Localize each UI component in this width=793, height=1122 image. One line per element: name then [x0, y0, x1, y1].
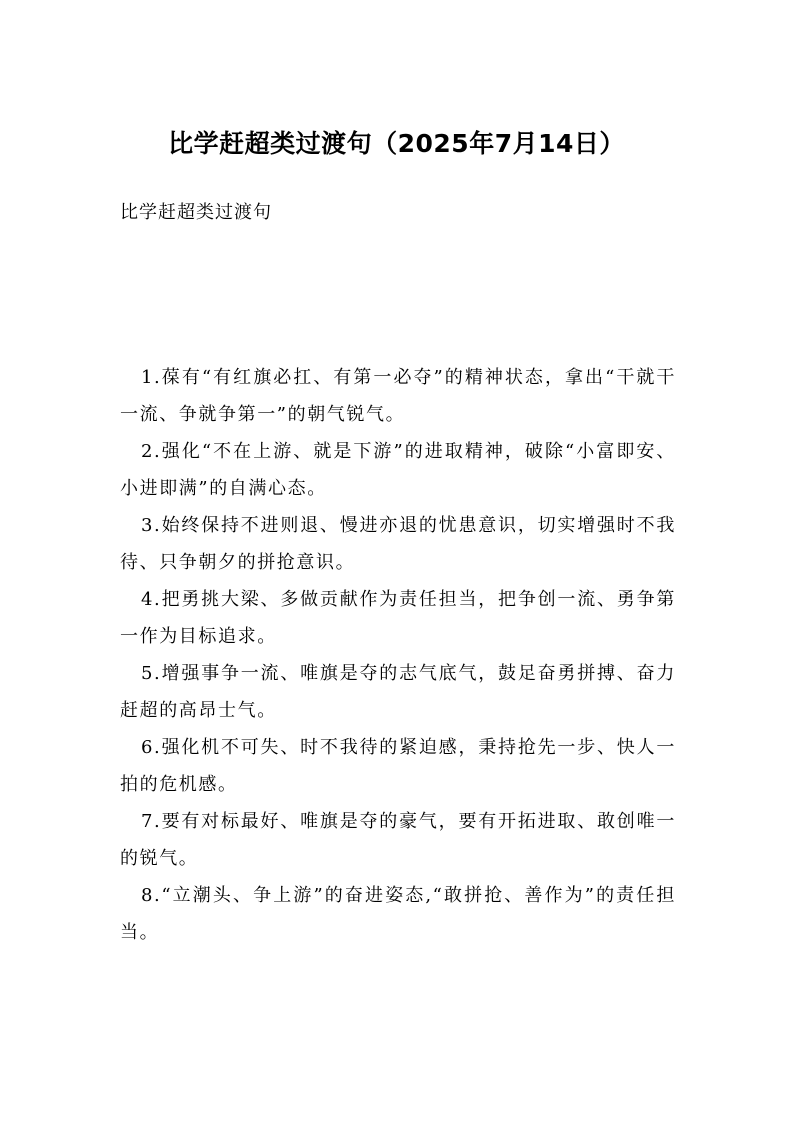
list-item: 1.葆有“有红旗必扛、有第一必夺”的精神状态，拿出“干就干一流、争就争第一”的朝气锐气。 [120, 367, 676, 425]
list-item: 4.把勇挑大梁、多做贡献作为责任担当，把争创一流、勇争第一作为目标追求。 [120, 589, 676, 647]
transition-sentence-list [120, 359, 676, 951]
list-item: 2.强化“不在上游、就是下游”的进取精神，破除“小富即安、小进即满”的自满心态。 [120, 441, 676, 499]
list-item: 6.强化机不可失、时不我待的紧迫感，秉持抢先一步、快人一拍的危机感。 [120, 737, 676, 795]
document-subtitle: 比学赶超类过渡句 [120, 202, 272, 223]
document-title: 比学赶超类过渡句（2025年7月14日） [168, 129, 625, 158]
list-item: 5.增强事争一流、唯旗是夺的志气底气，鼓足奋勇拼搏、奋力赶超的高昂士气。 [120, 663, 676, 721]
list-item: 7.要有对标最好、唯旗是夺的豪气，要有开拓进取、敢创唯一的锐气。 [120, 811, 676, 869]
list-item: 3.始终保持不进则退、慢进亦退的忧患意识，切实增强时不我待、只争朝夕的拼抢意识。 [120, 515, 676, 573]
list-item: 8.“立潮头、争上游”的奋进姿态,“敢拼抢、善作为”的责任担当。 [120, 885, 676, 943]
